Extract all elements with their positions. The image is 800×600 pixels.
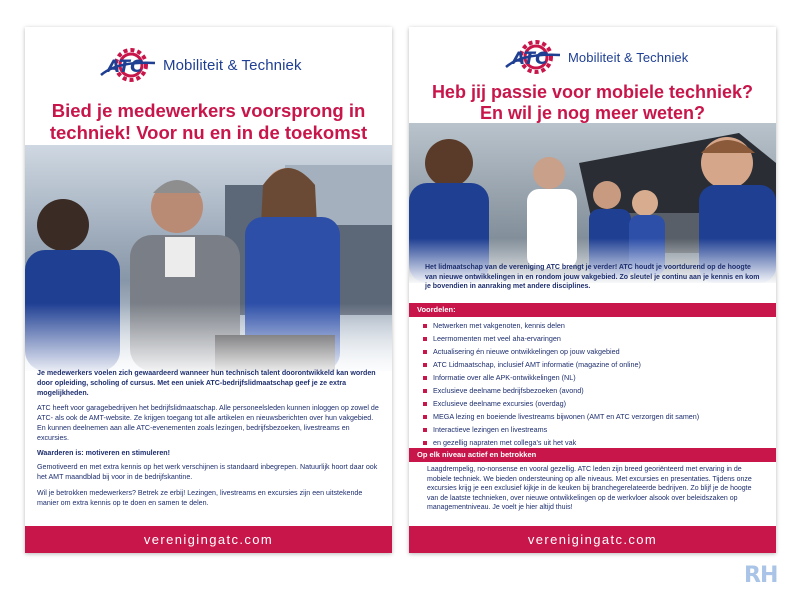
footer-url[interactable]: verenigingatc.com <box>409 526 776 553</box>
benefit-item: Leermomenten met veel aha-ervaringen <box>423 332 766 345</box>
headline <box>25 100 392 144</box>
workshop-photo <box>25 145 392 371</box>
paragraph-1: ATC heeft voor garagebedrijven het bedrijfslidmaatschap. Alle personeelsleden kunnen inloggen op zowel de ATC- als ook de AMT-website. Ze krijgen toegang tot alle artikelen en nieuwsberichten over hun vakgebied. En kunnen deelnemen aan alle ATC-evenementen zoals lezingen, bedrijfsbezoeken, livestreams en excursies. <box>37 404 379 442</box>
students-photo <box>409 123 776 283</box>
rh-watermark: RH <box>744 563 778 588</box>
headline-line-2: techniek! Voor nu en in de toekomst <box>49 121 368 143</box>
gear-logo-icon <box>97 45 159 85</box>
intro-text: Je medewerkers voelen zich gewaardeerd wanneer hun technisch talent doorontwikkeld kan worden door opleiding, scholing of cursus. Met een uniek ATC-bedrijfslidmaatschap geef je ze extra mogelijkheden. <box>37 369 376 397</box>
level-text: Laagdrempelig, no-nonsense en vooral gezellig. ATC leden zijn breed georiënteerd met ervaring in de mobiele techniek. We bieden ondersteuning op alle niveaus. Met excursies en presentaties. Tijdens onze excursies krijg je een exclusief kijkje in de keuken bij branchegerelateerde bedrijven. Zo blijf je de hoogte van de laatste technieken, over nieuwe ontwikkelingen op de werkvloer alsook over beleidszaken op managementniveau. Je voelt je hier altijd thuis! <box>427 466 752 512</box>
benefit-item: MEGA lezing en boeiende livestreams bijwonen (AMT en ATC verzorgen dit samen) <box>423 410 766 423</box>
body-copy <box>37 369 380 514</box>
benefit-item: Netwerken met vakgenoten, kennis delen <box>423 319 766 332</box>
level-title: Op elk niveau actief en betrokken <box>409 448 776 462</box>
benefit-item: Exclusieve deelname excursies (overdag) <box>423 397 766 410</box>
intro-text: Het lidmaatschap van de vereniging ATC brengt je verder! ATC houdt je voortdurend op de hoogte van nieuwe ontwikkelingen in en rondom jouw vakgebied. Zo sleutel je continu aan je kennis en kom je bovendien in aanraking met andere disciplines. <box>425 264 760 291</box>
benefit-item: en gezellig napraten met collega's uit het vak <box>423 436 766 449</box>
benefits-title: Voordelen: <box>409 303 776 317</box>
benefit-item: Exclusieve deelname bedrijfsbezoeken (avond) <box>423 384 766 397</box>
headline <box>409 82 776 124</box>
flyer-right <box>409 27 776 553</box>
footer-url[interactable]: verenigingatc.com <box>25 526 392 553</box>
benefit-item: Interactieve lezingen en livestreams <box>423 423 766 436</box>
logo-text: ATC <box>512 49 548 69</box>
atc-logo <box>97 45 302 85</box>
paragraph-2: Gemotiveerd en met extra kennis op het werk verschijnen is standaard inbegrepen. Natuurlijk hoort daar ook het AMT maandblad bij voor in de bedrijfskantine. <box>37 463 378 482</box>
flyer-left <box>25 27 392 553</box>
benefit-item: Informatie over alle APK-ontwikkelingen (NL) <box>423 371 766 384</box>
atc-logo <box>502 37 688 77</box>
benefits-list <box>423 319 766 449</box>
brand-name: Mobiliteit & Techniek <box>568 49 689 65</box>
headline-line-1: Heb jij passie voor mobiele techniek? <box>431 82 754 102</box>
level-copy <box>427 465 762 519</box>
gear-logo-icon <box>502 37 564 77</box>
paragraph-3: Wil je betrokken medewerkers? Betrek ze erbij! Lezingen, livestreams en excursies zijn een uitstekende manier om extra kennis op te doen en samen te delen. <box>37 488 363 507</box>
subheading: Waarderen is: motiveren en stimuleren! <box>37 449 170 458</box>
benefit-item: Actualisering én nieuwe ontwikkelingen op jouw vakgebied <box>423 345 766 358</box>
benefit-item: ATC Lidmaatschap, inclusief AMT informatie (magazine of online) <box>423 358 766 371</box>
headline-line-2: En wil je nog meer weten? <box>479 103 706 124</box>
brand-name: Mobiliteit & Techniek <box>163 56 302 74</box>
intro-copy <box>425 263 762 298</box>
headline-line-1: Bied je medewerkers voorsprong in <box>51 100 366 121</box>
logo-text: ATC <box>107 57 143 77</box>
